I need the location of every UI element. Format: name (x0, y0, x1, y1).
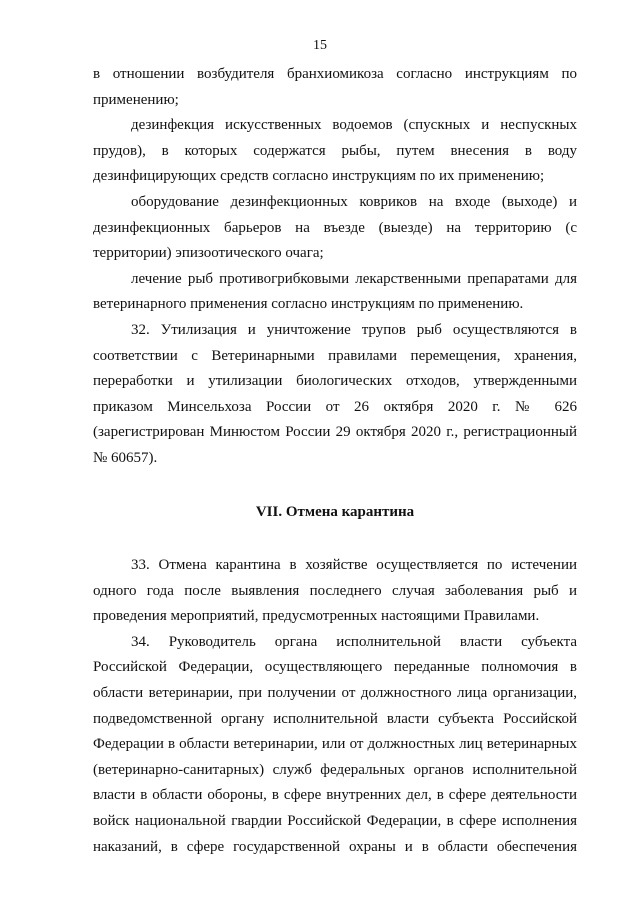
paragraph-pond-disinfection: дезинфекция искусственных водоемов (спускных и неспускных прудов), в которых содержатся рыбы, путем внесения в воду дезинфицирующих средств согласно инструкциям по их применению; (93, 117, 577, 185)
paragraph-item-33: 33. Отмена карантина в хозяйстве осуществляется по истечении одного года после выявления последнего случая заболевания рыб и проведения мероприятий, предусмотренных настоящими Правилами. (93, 557, 577, 625)
section-heading: VII. Отмена карантина (255, 503, 415, 520)
paragraph-fish-treatment: лечение рыб противогрибковыми лекарственными препаратами для ветеринарного применения согласно инструкциям по применению. (93, 270, 577, 313)
paragraph-disinfection-mats: оборудование дезинфекционных ковриков на входе (выходе) и дезинфекционных барьеров на въезде (выезде) на территорию (с территории) эпизоотического очага; (93, 193, 577, 262)
document-body (93, 62, 577, 860)
paragraph-continuation: в отношении возбудителя бранхиомикоза согласно инструкциям по применению; (93, 66, 577, 108)
paragraph-item-32: 32. Утилизация и уничтожение трупов рыб осуществляются в соответствии с Ветеринарными правилами перемещения, хранения, переработки и утилизации биологических отходов, утвержденными приказом Минсельхоза России от 26 октября 2020 г. № 626 (зарегистрирован Минюстом России 29 октября 2020 г., регистрационный № 60657). (93, 321, 577, 466)
page-number: 15 (313, 38, 327, 53)
paragraph-item-34: 34. Руководитель органа исполнительной власти субъекта Российской Федерации, осуществляющего переданные полномочия в области ветеринарии, при получении от должностного лица организации, подведомственной органу исполнительной власти субъекта Российской Федерации в области ветеринарии, или от должностных лиц ветеринарных (ветеринарно-санитарных) служб федеральных органов исполнительной власти в области обороны, в сфере внутренних дел, в сфере деятельности войск национальной гвардии Российской Федерации, в сфере исполнения наказаний, в сфере государственной охраны и в области обеспечения (93, 633, 577, 855)
